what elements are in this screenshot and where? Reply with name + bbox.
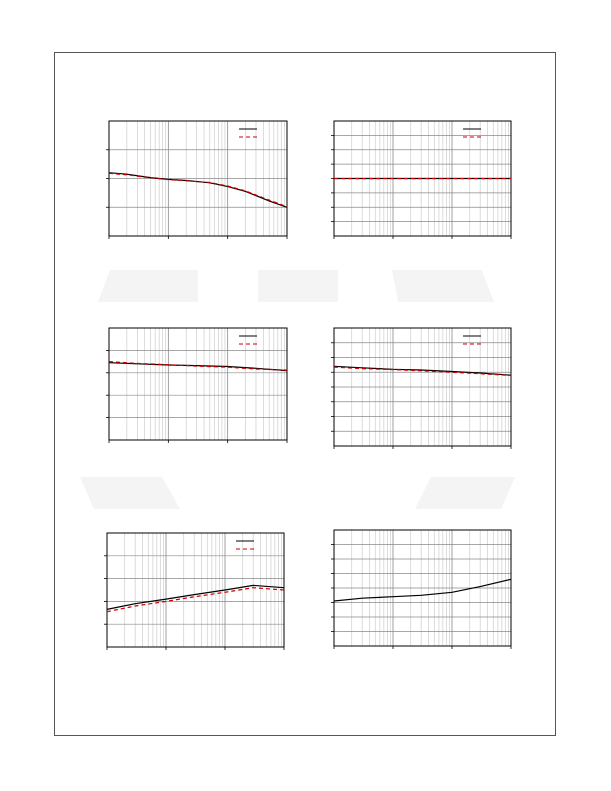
watermark-shape xyxy=(98,270,198,302)
plot-3 xyxy=(109,328,287,440)
plot-2 xyxy=(334,121,511,236)
plot-5 xyxy=(107,533,284,647)
watermark-shape xyxy=(415,477,515,509)
plot-frame xyxy=(109,328,287,440)
series-line-1 xyxy=(109,363,287,371)
plot-5-svg xyxy=(107,533,284,647)
series-line-1 xyxy=(107,585,284,609)
plot-frame xyxy=(107,533,284,647)
plot-1-svg xyxy=(109,121,287,236)
plot-4 xyxy=(334,328,511,446)
plot-2-svg xyxy=(334,121,511,236)
series-line-1 xyxy=(109,173,287,208)
series-line-2 xyxy=(334,367,511,375)
series-line-1 xyxy=(334,579,511,601)
plot-6 xyxy=(334,530,511,646)
watermark-shape xyxy=(392,270,494,302)
plot-1 xyxy=(109,121,287,236)
plot-3-svg xyxy=(109,328,287,440)
plot-4-svg xyxy=(334,328,511,446)
plot-6-svg xyxy=(334,530,511,646)
watermark-shape xyxy=(258,270,338,302)
series-line-2 xyxy=(107,588,284,612)
